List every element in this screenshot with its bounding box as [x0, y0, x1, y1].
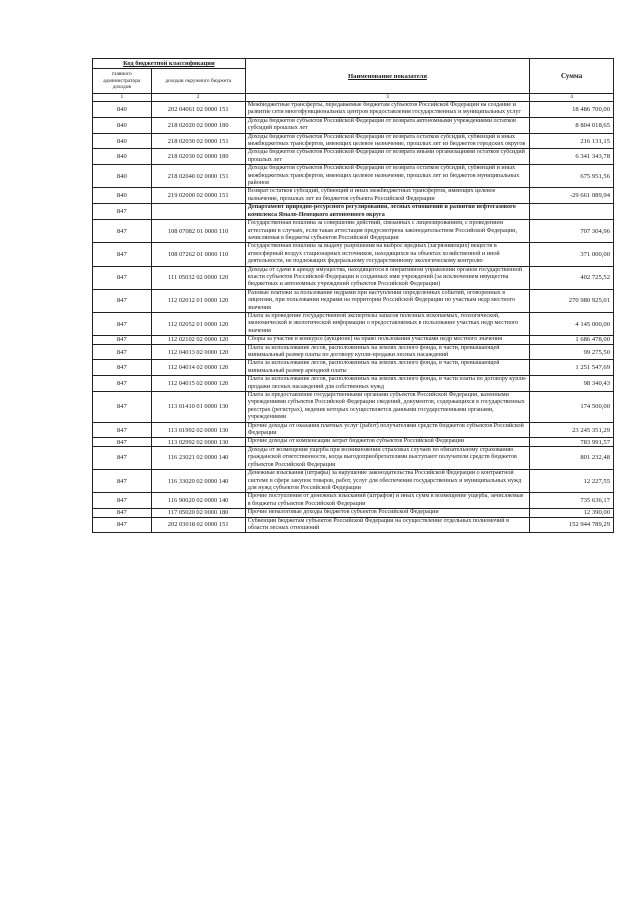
- amount-cell: 371 000,00: [530, 243, 614, 266]
- indicator-name-cell: Прочие неналоговые доходы бюджетов субъектов Российской Федерации: [245, 509, 530, 517]
- table-row: [93, 509, 614, 517]
- table-row: [93, 188, 614, 204]
- admin-code-cell: 847: [93, 243, 152, 266]
- budget-code-cell: 116 23021 02 0000 140: [151, 446, 245, 469]
- table-row: [93, 204, 614, 220]
- indicator-name-cell: Доходы от сдачи в аренду имущества, находящегося в оперативном управлении органов государственной власти субъектов Российской Федерации и созданных ими учреждений (за исключением имущества бюджетных и автономных учреждений субъектов Российской Федерации): [245, 266, 530, 289]
- table-row: [93, 446, 614, 469]
- indicator-name-cell: Прочие доходы от оказания платных услуг (работ) получателями средств бюджетов субъектов Российской Федерации: [245, 422, 530, 438]
- budget-code-cell: 113 02992 02 0000 130: [151, 438, 245, 446]
- budget-code-cell: 219 02000 02 0000 151: [151, 188, 245, 204]
- budget-code-cell: [151, 204, 245, 220]
- budget-code-cell: 113 01992 02 0000 130: [151, 422, 245, 438]
- admin-code-cell: 840: [93, 165, 152, 188]
- indicator-name-cell: Межбюджетные трансферты, передаваемые бюджетам субъектов Российской Федерации на создание и развитие сети многофункциональных центров предоставления государственных и муниципальных услуг: [245, 102, 530, 118]
- amount-cell: 707 304,96: [530, 220, 614, 243]
- budget-code-cell: 113 01410 01 0000 130: [151, 392, 245, 423]
- indicator-name-cell: Плата за использование лесов, расположенных на землях лесного фонда, в части платы по договору купли-продажи лесных насаждений для собственных нужд: [245, 376, 530, 392]
- admin-code-cell: 847: [93, 204, 152, 220]
- table-row: [93, 117, 614, 133]
- admin-code-cell: 847: [93, 446, 152, 469]
- indicator-name-cell: Доходы бюджетов субъектов Российской Федерации от возврата автономными учреждениями остатков субсидий прошлых лет: [245, 117, 530, 133]
- amount-cell: 8 804 018,65: [530, 117, 614, 133]
- table-row: [93, 344, 614, 360]
- admin-code-cell: 847: [93, 438, 152, 446]
- indicator-name-cell: Разовые платежи за пользование недрами при наступлении определенных событий, оговоренных в лицензии, при пользовании недрами на территории Российской Федерации по участкам недр местного значения: [245, 289, 530, 312]
- table-row: [93, 133, 614, 149]
- table-row: [93, 165, 614, 188]
- admin-code-cell: 840: [93, 102, 152, 118]
- amount-cell: 99 275,50: [530, 344, 614, 360]
- table-row: [93, 470, 614, 493]
- amount-cell: 735 636,17: [530, 493, 614, 509]
- table-row: [93, 438, 614, 446]
- amount-cell: 12 227,55: [530, 470, 614, 493]
- admin-code-cell: 840: [93, 149, 152, 165]
- table-row: [93, 243, 614, 266]
- budget-code-cell: 108 07082 01 0000 110: [151, 220, 245, 243]
- admin-code-cell: 847: [93, 509, 152, 517]
- header-indicator-name: Наименование показателя: [245, 59, 530, 94]
- indicator-name-cell: Доходы от возмещения ущерба при возникновении страховых случаев по обязательному страхованию гражданской ответственности, когда выгодоприобретателями выступают получатели средств бюджетов субъектов Российской Федерации: [245, 446, 530, 469]
- admin-code-cell: 847: [93, 220, 152, 243]
- admin-code-cell: 840: [93, 133, 152, 149]
- admin-code-cell: 847: [93, 266, 152, 289]
- indicator-name-cell: Плата за проведение государственной экспертизы запасов полезных ископаемых, геологической, экономической и экологической информации о предоставляемых в пользование участках недр местного значения: [245, 312, 530, 335]
- admin-code-cell: 840: [93, 117, 152, 133]
- indicator-name-cell: Государственная пошлина за выдачу разрешения на выброс вредных (загрязняющих) веществ в атмосферный воздух стационарных источников, находящихся на объектах хозяйственной и иной деятельности, не подлежащих федеральному государственному экологическому контролю: [245, 243, 530, 266]
- table-row: [93, 220, 614, 243]
- column-number: 4: [530, 94, 614, 102]
- budget-code-cell: 116 33020 02 0000 140: [151, 470, 245, 493]
- budget-code-cell: 112 02012 01 0000 120: [151, 289, 245, 312]
- indicator-name-cell: Плата за предоставление государственными органами субъектов Российской Федерации, казенными учреждениями субъектов Российской Федерации сведений, документов, содержащихся в государственных реестрах (регистрах), ведение которых осуществляется данными государственными органами, учреждениями: [245, 392, 530, 423]
- budget-code-cell: 202 04061 02 0000 151: [151, 102, 245, 118]
- amount-cell: 402 725,52: [530, 266, 614, 289]
- amount-cell: 4 145 000,00: [530, 312, 614, 335]
- indicator-name-cell: Доходы бюджетов субъектов Российской Федерации от возврата остатков субсидий, субвенций и иных межбюджетных трансфертов, имеющих целевое назначение, прошлых лет из бюджетов городских округов: [245, 133, 530, 149]
- budget-code-cell: 218 02020 02 0000 180: [151, 117, 245, 133]
- indicator-name-cell: Доходы бюджетов субъектов Российской Федерации от возврата остатков субсидий, субвенций и иных межбюджетных трансфертов, имеющих целевое назначение, прошлых лет из бюджетов муниципальных районов: [245, 165, 530, 188]
- amount-cell: 98 340,43: [530, 376, 614, 392]
- amount-cell: 12 390,00: [530, 509, 614, 517]
- admin-code-cell: 847: [93, 289, 152, 312]
- budget-code-cell: 218 02030 02 0000 180: [151, 149, 245, 165]
- admin-code-cell: 847: [93, 336, 152, 344]
- admin-code-cell: 847: [93, 344, 152, 360]
- table-row: [93, 102, 614, 118]
- indicator-name-cell: Государственная пошлина за совершение действий, связанных с лицензированием, с проведением аттестации в случаях, если такая аттестация предусмотрена законодательством Российской Федерации, зачисляемая в бюджеты субъектов Российской Федерации: [245, 220, 530, 243]
- budget-code-cell: 111 05032 02 0000 120: [151, 266, 245, 289]
- table-row: [93, 266, 614, 289]
- indicator-name-cell: Плата за использование лесов, расположенных на землях лесного фонда, в части, превышающей минимальный размер арендной платы: [245, 360, 530, 376]
- indicator-name-cell: Субвенции бюджетам субъектов Российской Федерации на осуществление отдельных полномочий в области лесных отношений: [245, 517, 530, 533]
- header-sum: Сумма: [530, 59, 614, 94]
- budget-code-cell: 112 04014 02 0000 120: [151, 360, 245, 376]
- table-row: [93, 376, 614, 392]
- amount-cell: 675 951,56: [530, 165, 614, 188]
- table-row: [93, 149, 614, 165]
- amount-cell: 174 500,00: [530, 392, 614, 423]
- amount-cell: 1 686 478,00: [530, 336, 614, 344]
- budget-code-cell: 112 04013 02 0000 120: [151, 344, 245, 360]
- admin-code-cell: 847: [93, 470, 152, 493]
- amount-cell: [530, 204, 614, 220]
- budget-code-cell: 202 03018 02 0000 151: [151, 517, 245, 533]
- column-number: 2: [151, 94, 245, 102]
- budget-code-cell: 116 90020 02 0000 140: [151, 493, 245, 509]
- budget-code-cell: 218 02040 02 0000 151: [151, 165, 245, 188]
- indicator-name-cell: Возврат остатков субсидий, субвенций и иных межбюджетных трансфертов, имеющих целевое назначение, прошлых лет из бюджетов субъекта Российской Федерации: [245, 188, 530, 204]
- amount-cell: -29 661 089,94: [530, 188, 614, 204]
- budget-code-cell: 108 07262 01 0000 110: [151, 243, 245, 266]
- amount-cell: 6 341 343,78: [530, 149, 614, 165]
- table-row: [93, 422, 614, 438]
- budget-code-cell: 112 02102 02 0000 120: [151, 336, 245, 344]
- admin-code-cell: 847: [93, 422, 152, 438]
- indicator-name-cell: Прочие доходы от компенсации затрат бюджетов субъектов Российской Федерации: [245, 438, 530, 446]
- admin-code-cell: 847: [93, 376, 152, 392]
- amount-cell: 783 991,57: [530, 438, 614, 446]
- admin-code-cell: 847: [93, 392, 152, 423]
- column-number: 3: [245, 94, 530, 102]
- admin-code-cell: 840: [93, 188, 152, 204]
- column-number: 1: [93, 94, 152, 102]
- table-row: [93, 360, 614, 376]
- table-row: [93, 289, 614, 312]
- admin-code-cell: 847: [93, 493, 152, 509]
- admin-code-cell: 847: [93, 517, 152, 533]
- header-budget-classification: Код бюджетной классификации: [93, 59, 246, 69]
- budget-code-cell: 112 04015 02 0000 120: [151, 376, 245, 392]
- amount-cell: 801 232,48: [530, 446, 614, 469]
- amount-cell: 216 131,15: [530, 133, 614, 149]
- budget-table: [92, 58, 614, 533]
- header-chief-administrator: главного администратора доходов: [93, 69, 152, 94]
- indicator-name-cell: Плата за использование лесов, расположенных на землях лесного фонда, в части, превышающей минимальный размер платы по договору купли-продажи лесных насаждений: [245, 344, 530, 360]
- amount-cell: 18 486 700,00: [530, 102, 614, 118]
- table-row: [93, 517, 614, 533]
- indicator-name-cell: Департамент природно-ресурсного регулирования, лесных отношений и развития нефтегазового комплекса Ямало-Ненецкого автономного округа: [245, 204, 530, 220]
- budget-code-cell: 117 05020 02 0000 180: [151, 509, 245, 517]
- indicator-name-cell: Доходы бюджетов субъектов Российской Федерации от возврата иными организациями остатков субсидий прошлых лет: [245, 149, 530, 165]
- admin-code-cell: 847: [93, 360, 152, 376]
- header-district-budget-income: доходов окружного бюджета: [151, 69, 245, 94]
- indicator-name-cell: Сборы за участие в конкурсе (аукционе) на право пользования участками недр местного значения: [245, 336, 530, 344]
- indicator-name-cell: Прочие поступления от денежных взысканий (штрафов) и иных сумм в возмещение ущерба, зачисляемые в бюджеты субъектов Российской Федерации: [245, 493, 530, 509]
- indicator-name-cell: Денежные взыскания (штрафы) за нарушение законодательства Российской Федерации о контрактной системе в сфере закупок товаров, работ, услуг для обеспечения государственных и муниципальных нужд для нужд субъектов Российской Федерации: [245, 470, 530, 493]
- amount-cell: 23 245 351,29: [530, 422, 614, 438]
- budget-code-cell: 218 02030 02 0000 151: [151, 133, 245, 149]
- amount-cell: 270 980 925,01: [530, 289, 614, 312]
- budget-code-cell: 112 02052 01 0000 120: [151, 312, 245, 335]
- admin-code-cell: 847: [93, 312, 152, 335]
- table-row: [93, 336, 614, 344]
- table-row: [93, 493, 614, 509]
- amount-cell: 152 944 789,29: [530, 517, 614, 533]
- table-row: [93, 392, 614, 423]
- amount-cell: 1 251 547,69: [530, 360, 614, 376]
- table-row: [93, 312, 614, 335]
